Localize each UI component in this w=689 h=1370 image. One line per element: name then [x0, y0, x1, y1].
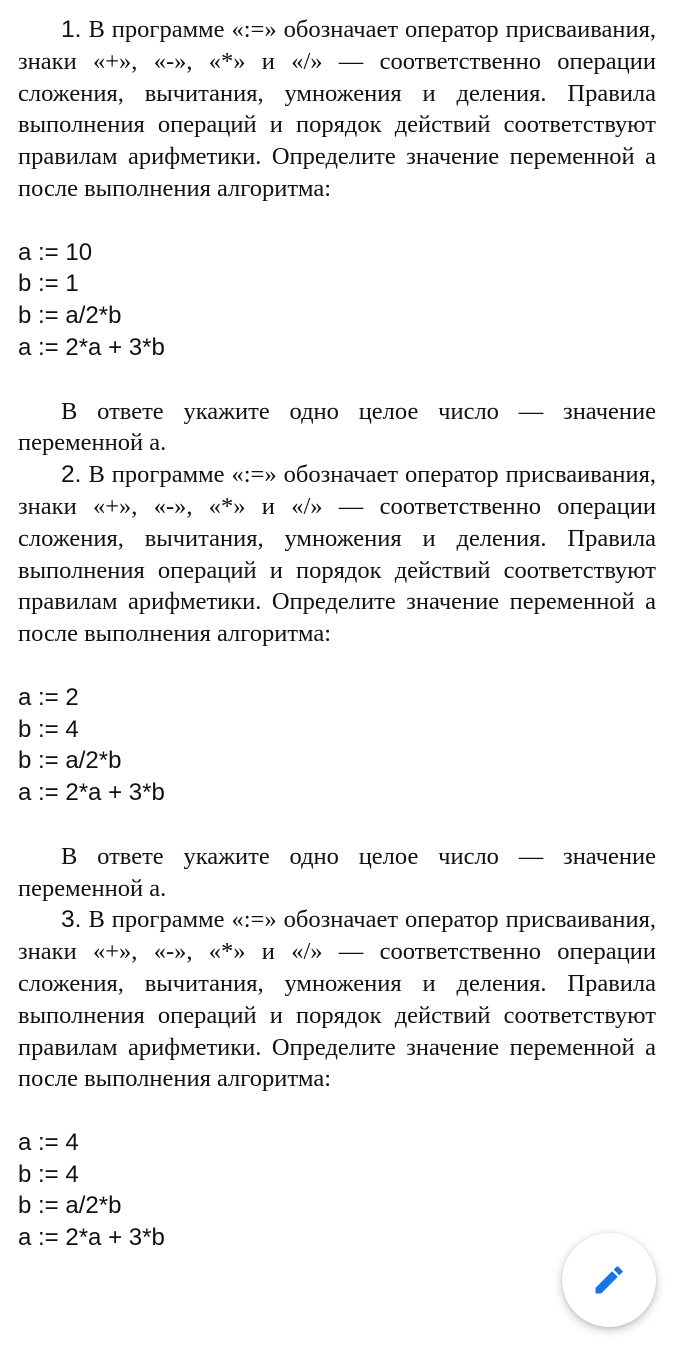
edit-button[interactable]	[562, 1233, 656, 1327]
pencil-icon	[591, 1262, 627, 1298]
task-2-code-line-1: a := 2	[18, 683, 79, 711]
task-1-code-line-3: b := a/2*b	[18, 302, 122, 330]
task-2-code-line-2: b := 4	[18, 715, 79, 743]
document-body	[18, 14, 656, 1254]
task-1-code-line-4: a := 2*a + 3*b	[18, 333, 165, 361]
task-1-statement	[18, 14, 656, 205]
task-1-code-line-1: a := 10	[18, 238, 93, 266]
task-1-text: В программе «:=» обозначает оператор присваивания, знаки «+», «-», «*» и «/» — соответственно операции сложения, вычитания, умножения и деления. Правила выполнения операций и порядок действий соответствуют правилам арифметики. Определите значение переменной a после выполнения алгоритма:	[18, 16, 656, 202]
task-1-answer-prompt: В ответе укажите одно целое число — значение переменной a.	[18, 397, 656, 457]
task-1-code-line-2: b := 1	[18, 270, 79, 298]
task-1-number: 1.	[61, 16, 82, 43]
task-3-text: В программе «:=» обозначает оператор присваивания, знаки «+», «-», «*» и «/» — соответственно операции сложения, вычитания, умножения и деления. Правила выполнения операций и порядок действий соответствуют правилам арифметики. Определите значение переменной a после выполнения алгоритма:	[18, 906, 656, 1093]
task-3-code-line-4: a := 2*a + 3*b	[18, 1224, 165, 1252]
task-2-number: 2.	[61, 461, 82, 489]
task-3-statement	[18, 904, 656, 1095]
task-2-statement	[18, 459, 656, 650]
task-3-code-line-1: a := 4	[18, 1128, 79, 1156]
task-2-text: В программе «:=» обозначает оператор присваивания, знаки «+», «-», «*» и «/» — соответственно операции сложения, вычитания, умножения и деления. Правила выполнения операций и порядок действий соответствуют правилам арифметики. Определите значение переменной a после выполнения алгоритма:	[18, 461, 656, 648]
task-2-code-line-4: a := 2*a + 3*b	[18, 779, 165, 807]
task-3-code-line-2: b := 4	[18, 1160, 79, 1188]
task-2-code-line-3: b := a/2*b	[18, 747, 122, 775]
task-3-number: 3.	[61, 906, 82, 934]
task-3-code-line-3: b := a/2*b	[18, 1192, 122, 1220]
task-2-answer-prompt: В ответе укажите одно целое число — значение переменной a.	[18, 842, 656, 902]
